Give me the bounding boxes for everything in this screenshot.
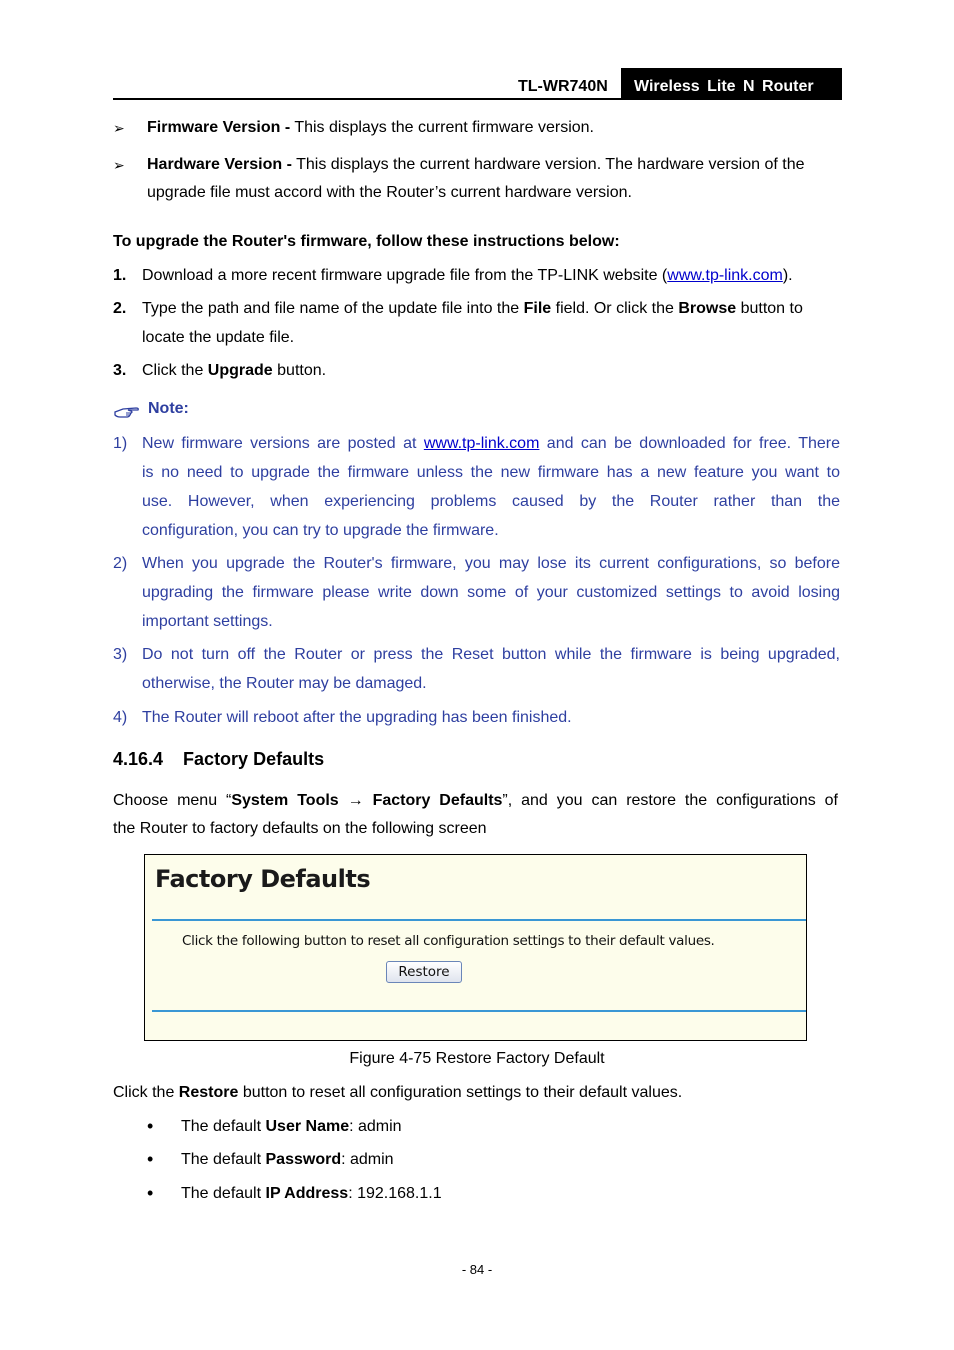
note-3-line-2: otherwise, the Router may be damaged. (142, 675, 427, 692)
arrow-right-icon: → (347, 792, 364, 809)
upgrade-heading: To upgrade the Router's firmware, follow these instructions below: (113, 233, 620, 250)
section-title: Factory Defaults (183, 749, 325, 769)
screenshot-message: Click the following button to reset all configuration settings to their default values. (182, 933, 715, 949)
note-1-line-1: New firmware versions are posted at www.tp-link.com and can be downloaded for free. There (142, 435, 840, 452)
bullet-dot-icon: • (147, 1149, 154, 1169)
bullet-firmware-version: Firmware Version - This displays the current firmware version. (147, 119, 594, 136)
bullet-hardware-version-cont: upgrade file must accord with the Router’s current hardware version. (147, 184, 632, 201)
header-product: Wireless Lite N Router (634, 78, 814, 95)
tp-link-link[interactable]: www.tp-link.com (423, 435, 540, 452)
note-2-line-2: upgrading the firmware please write down some of your customized settings to avoid losing (142, 584, 840, 601)
note-number: 4) (113, 709, 128, 726)
note-number: 3) (113, 646, 128, 663)
factory-defaults-screenshot (144, 854, 807, 1041)
step-number: 1. (113, 267, 127, 284)
screenshot-divider-bottom (152, 1010, 806, 1012)
pointing-hand-icon (114, 403, 140, 419)
bullet-dot-icon: • (147, 1183, 154, 1203)
page-number: - 84 - (461, 1262, 493, 1277)
arrow-bullet-icon: ➢ (113, 120, 125, 136)
bullet-dot-icon: • (147, 1116, 154, 1136)
screenshot-divider-top (152, 919, 806, 921)
section-heading (113, 749, 324, 770)
note-1-line-2: is no need to upgrade the firmware unless the new firmware has a new feature you want to (142, 464, 840, 481)
step-1: Download a more recent firmware upgrade file from the TP-LINK website (www.tp-link.com). (142, 267, 793, 284)
default-ip-address: The default IP Address: 192.168.1.1 (181, 1185, 442, 1202)
section-intro-line-1: Choose menu “System Tools → Factory Defaults”, and you can restore the configurations of (113, 792, 838, 809)
note-3-line-1: Do not turn off the Router or press the Reset button while the firmware is being upgraded, (142, 646, 840, 663)
default-password: The default Password: admin (181, 1151, 394, 1168)
arrow-bullet-icon: ➢ (113, 157, 125, 173)
screenshot-title: Factory Defaults (155, 865, 371, 893)
note-number: 1) (113, 435, 128, 452)
note-4-line-1: The Router will reboot after the upgrading has been finished. (142, 709, 572, 726)
step-3: Click the Upgrade button. (142, 362, 327, 379)
restore-explanation: Click the Restore button to reset all configuration settings to their default values. (113, 1084, 683, 1101)
restore-button[interactable]: Restore (386, 961, 462, 983)
note-2-line-3: important settings. (142, 613, 273, 630)
note-1-line-4: configuration, you can try to upgrade the firmware. (142, 522, 499, 539)
step-number: 2. (113, 300, 127, 317)
figure-caption: Figure 4-75 Restore Factory Default (349, 1050, 605, 1067)
note-number: 2) (113, 555, 128, 572)
header-model: TL-WR740N (518, 78, 608, 95)
header-rule (113, 98, 842, 100)
step-2: Type the path and file name of the update file into the File field. Or click the Browse button to (142, 300, 803, 317)
section-number: 4.16.4 (113, 749, 164, 769)
default-user-name: The default User Name: admin (181, 1118, 402, 1135)
note-2-line-1: When you upgrade the Router's firmware, you may lose its current configurations, so before (142, 555, 840, 572)
note-1-line-3: use. However, when experiencing problems caused by the Router rather than the (142, 493, 840, 510)
step-2-cont: locate the update file. (142, 329, 295, 346)
section-intro-line-2: the Router to factory defaults on the following screen (113, 820, 487, 837)
note-label: Note: (148, 400, 189, 417)
tp-link-link[interactable]: www.tp-link.com (667, 267, 783, 284)
step-number: 3. (113, 362, 127, 379)
bullet-hardware-version: Hardware Version - This displays the current hardware version. The hardware version of the (147, 156, 805, 173)
